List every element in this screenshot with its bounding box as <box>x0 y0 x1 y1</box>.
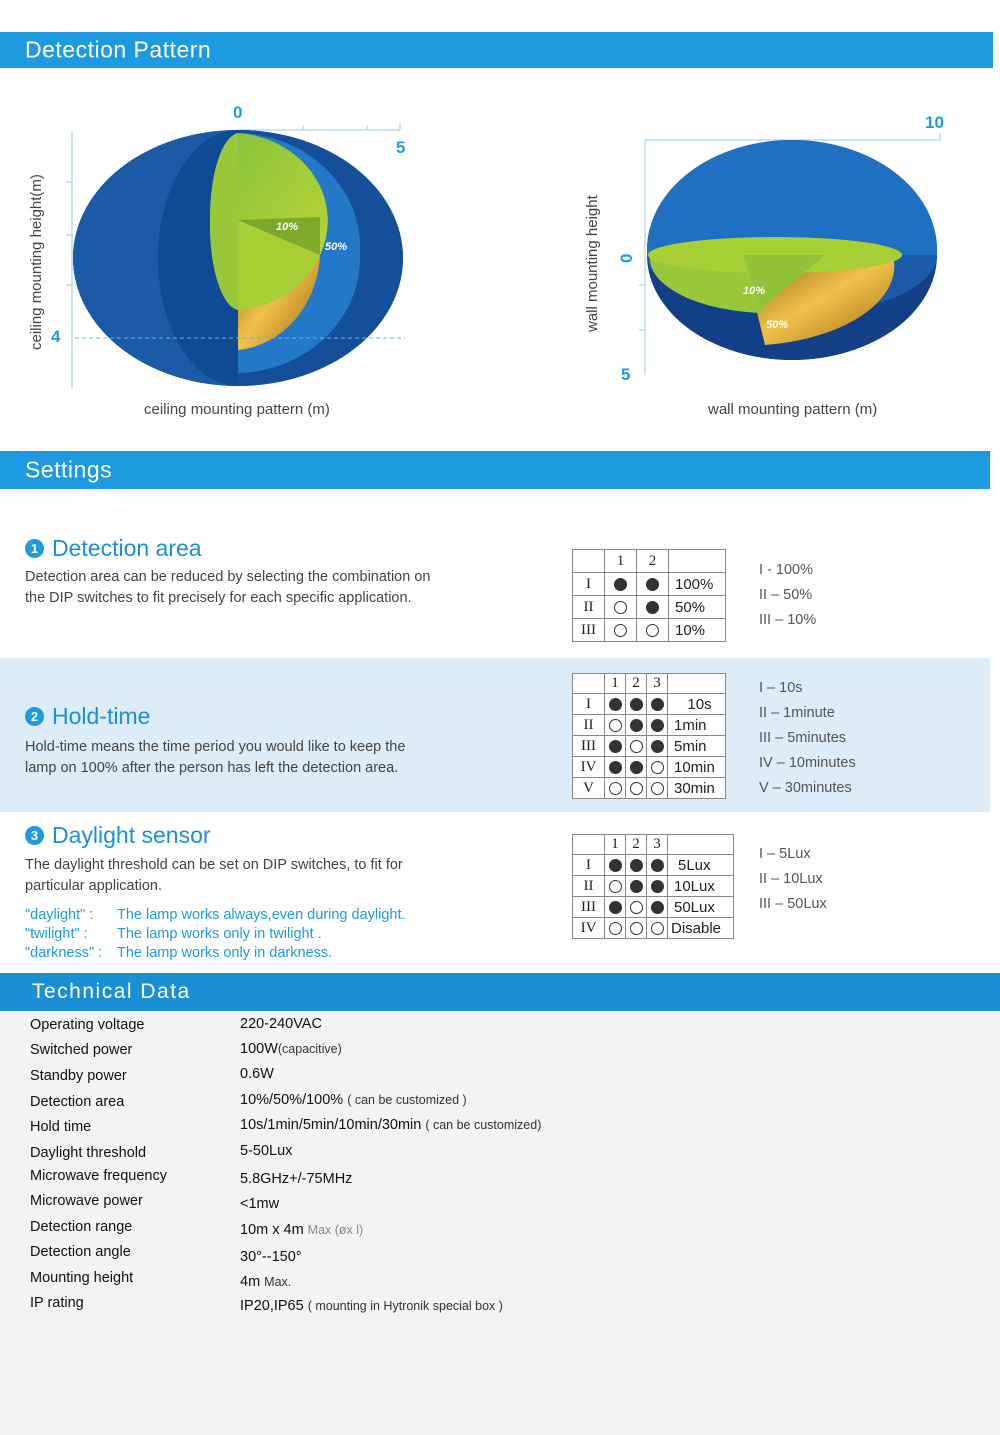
spec-label: Daylight threshold <box>30 1145 147 1161</box>
switch-on-indicator <box>630 880 643 893</box>
switch-off-indicator <box>646 624 659 637</box>
detection-pattern-header <box>0 32 993 68</box>
daylight-title: Daylight sensor <box>52 822 211 848</box>
spec-value <box>240 1092 467 1108</box>
row-id: IV <box>573 757 605 778</box>
ceiling-x-axis-label: ceiling mounting pattern (m) <box>144 401 330 418</box>
row-id: II <box>573 715 605 736</box>
legend-item: III – 10% <box>759 612 817 628</box>
switch-off-indicator <box>609 719 622 732</box>
switch-off-indicator <box>630 901 643 914</box>
section-number-badge: 1 <box>25 539 44 558</box>
switch-on-indicator <box>630 698 643 711</box>
spec-value <box>240 1196 283 1212</box>
switch-header: 3 <box>647 674 668 694</box>
darkness-mode-line <box>25 945 332 961</box>
detection-area-dip-table <box>572 549 726 642</box>
switch-cell <box>605 736 626 757</box>
switch-on-indicator <box>651 880 664 893</box>
switch-on-indicator <box>630 761 643 774</box>
switch-on-indicator <box>609 698 622 711</box>
legend-item: II – 10Lux <box>759 871 823 887</box>
switch-off-indicator <box>609 880 622 893</box>
table-row <box>573 736 726 757</box>
desc-line: Hold-time means the time period you would like to keep the <box>25 739 406 755</box>
spec-main: IP20,IP65 <box>240 1298 304 1314</box>
row-value: 30min <box>668 778 726 799</box>
switch-off-indicator <box>614 601 627 614</box>
row-id: IV <box>573 918 605 939</box>
row-value: 1min <box>668 715 726 736</box>
row-id: II <box>573 596 605 619</box>
switch-on-indicator <box>651 901 664 914</box>
ceiling-label-50: 50% <box>325 241 348 253</box>
switch-on-indicator <box>609 761 622 774</box>
row-id: III <box>573 736 605 757</box>
legend-item: V – 30minutes <box>759 780 852 796</box>
switch-cell <box>626 736 647 757</box>
row-value: Disable <box>668 918 734 939</box>
spec-main: 10%/50%/100% <box>240 1092 344 1108</box>
hold-time-dip-table <box>572 673 726 799</box>
switch-cell <box>605 855 626 876</box>
row-id: I <box>573 694 605 715</box>
daylight-heading <box>25 822 211 849</box>
switch-cell <box>647 897 668 918</box>
switch-off-indicator <box>651 761 664 774</box>
switch-cell <box>647 855 668 876</box>
switch-cell <box>626 715 647 736</box>
switch-cell <box>626 855 647 876</box>
switch-header: 3 <box>647 835 668 855</box>
desc-line: lamp on 100% after the person has left the detection area. <box>25 760 399 776</box>
legend-item: II – 50% <box>759 587 813 603</box>
spec-note: ( mounting in Hytronik special box ) <box>307 1299 503 1313</box>
switch-header: 1 <box>605 550 637 573</box>
switch-on-indicator <box>609 859 622 872</box>
switch-header: 1 <box>605 835 626 855</box>
switch-off-indicator <box>651 922 664 935</box>
spec-note: Max. <box>264 1275 292 1289</box>
switch-header: 2 <box>626 835 647 855</box>
technical-data-title: Technical Data <box>32 980 191 1003</box>
row-value: 5Lux <box>668 855 734 876</box>
detection-pattern-title: Detection Pattern <box>25 36 212 63</box>
ceiling-y-axis-label: ceiling mounting height(m) <box>28 174 45 350</box>
legend-item: III – 50Lux <box>759 896 827 912</box>
switch-cell <box>647 694 668 715</box>
corner-cell <box>573 835 605 855</box>
spec-label: Hold time <box>30 1119 92 1135</box>
table-row <box>573 855 734 876</box>
row-value: 10min <box>668 757 726 778</box>
technical-data-table <box>0 1011 1000 1435</box>
row-value: 10% <box>669 619 726 642</box>
spec-label: Mounting height <box>30 1270 134 1286</box>
switch-cell <box>626 778 647 799</box>
wall-label-10: 10% <box>743 285 766 297</box>
spec-label: Standby power <box>30 1068 127 1084</box>
wall-y-axis-label: wall mounting height <box>584 195 601 332</box>
ceiling-ellipsoid-illustration <box>20 95 440 435</box>
ceiling-diagram <box>20 95 440 435</box>
spec-label: Microwave power <box>30 1193 143 1209</box>
table-row <box>573 778 726 799</box>
desc-line: particular application. <box>25 878 163 894</box>
switch-on-indicator <box>651 740 664 753</box>
spec-note: ( can be customized) <box>425 1118 542 1132</box>
switch-cell <box>605 876 626 897</box>
desc-line: The daylight threshold can be set on DIP switches, to fit for <box>25 857 403 873</box>
spec-main: 220-240VAC <box>240 1016 322 1032</box>
mode-text: The lamp works only in twilight . <box>117 926 322 942</box>
row-id: III <box>573 897 605 918</box>
value-header <box>668 835 734 855</box>
detection-area-heading <box>25 535 202 562</box>
value-header <box>668 674 726 694</box>
switch-off-indicator <box>651 782 664 795</box>
corner-cell <box>573 674 605 694</box>
table-row <box>573 757 726 778</box>
switch-cell <box>605 757 626 778</box>
wall-tick-5: 5 <box>621 365 631 384</box>
switch-on-indicator <box>651 719 664 732</box>
switch-on-indicator <box>609 901 622 914</box>
legend-item: I – 5Lux <box>759 846 811 862</box>
spec-main: 5-50Lux <box>240 1143 293 1159</box>
detection-area-legend <box>759 558 816 633</box>
spec-value <box>240 1298 503 1314</box>
table-row <box>573 619 726 642</box>
spec-value <box>240 1171 356 1187</box>
spec-note: ( can be customized ) <box>347 1093 467 1107</box>
table-row <box>573 918 734 939</box>
wall-x-axis-label: wall mounting pattern (m) <box>708 401 878 418</box>
twilight-mode-line <box>25 926 322 942</box>
spec-note: Max (øx l) <box>307 1223 364 1237</box>
switch-on-indicator <box>646 578 659 591</box>
spec-label: Detection angle <box>30 1244 131 1260</box>
table-row <box>573 876 734 897</box>
switch-cell <box>626 757 647 778</box>
spec-main: <1mw <box>240 1196 280 1212</box>
hold-time-legend <box>759 676 856 801</box>
hold-time-heading <box>25 703 150 730</box>
legend-item: IV – 10minutes <box>759 755 856 771</box>
table-row <box>573 596 726 619</box>
wall-ellipsoid-illustration <box>575 105 975 435</box>
spec-main: 30°--150° <box>240 1249 302 1265</box>
mode-key: "twilight" : <box>25 926 88 942</box>
row-value: 10s <box>668 694 726 715</box>
switch-on-indicator <box>651 698 664 711</box>
settings-header <box>0 451 990 489</box>
switch-cell <box>647 736 668 757</box>
spec-label: Switched power <box>30 1042 133 1058</box>
switch-cell <box>626 694 647 715</box>
switch-on-indicator <box>609 740 622 753</box>
detection-area-title: Detection area <box>52 535 202 561</box>
spec-value <box>240 1249 306 1265</box>
switch-header: 1 <box>605 674 626 694</box>
mode-text: The lamp works always,even during daylight. <box>117 907 406 923</box>
row-value: 5min <box>668 736 726 757</box>
switch-on-indicator <box>614 578 627 591</box>
switch-cell <box>605 778 626 799</box>
settings-title: Settings <box>25 456 113 483</box>
wall-tick-0: 0 <box>617 253 636 263</box>
desc-line: the DIP switches to fit precisely for each specific application. <box>25 590 412 606</box>
corner-cell <box>573 550 605 573</box>
hold-time-title: Hold-time <box>52 703 151 729</box>
switch-cell <box>637 619 669 642</box>
row-id: I <box>573 573 605 596</box>
switch-on-indicator <box>630 859 643 872</box>
spec-label: Detection area <box>30 1094 125 1110</box>
detection-area-description <box>25 567 430 609</box>
mode-key: "daylight" : <box>25 907 94 923</box>
table-row <box>573 897 734 918</box>
ceiling-tick-5: 5 <box>396 138 406 157</box>
value-header <box>669 550 726 573</box>
spec-label: IP rating <box>30 1295 84 1311</box>
switch-off-indicator <box>614 624 627 637</box>
spec-main: 100W <box>240 1041 278 1057</box>
switch-cell <box>647 918 668 939</box>
switch-cell <box>647 778 668 799</box>
technical-data-header <box>0 973 1000 1011</box>
switch-cell <box>605 694 626 715</box>
spec-value <box>240 1143 296 1159</box>
switch-cell <box>626 876 647 897</box>
switch-cell <box>605 897 626 918</box>
daylight-dip-table <box>572 834 734 939</box>
daylight-legend <box>759 842 827 917</box>
row-id: II <box>573 876 605 897</box>
spec-value <box>240 1066 278 1082</box>
spec-value <box>240 1016 326 1032</box>
row-id: V <box>573 778 605 799</box>
wall-label-50: 50% <box>766 319 789 331</box>
legend-item: II – 1minute <box>759 705 835 721</box>
legend-item: III – 5minutes <box>759 730 847 746</box>
spec-main: 4m <box>240 1274 261 1290</box>
row-value: 100% <box>669 573 726 596</box>
switch-cell <box>626 897 647 918</box>
wall-tick-10: 10 <box>925 113 944 132</box>
mode-text: The lamp works only in darkness. <box>117 945 333 961</box>
ceiling-tick-4: 4 <box>51 327 61 346</box>
table-row <box>573 715 726 736</box>
switch-on-indicator <box>651 859 664 872</box>
spec-main: 10s/1min/5min/10min/30min <box>240 1117 422 1133</box>
switch-cell <box>647 757 668 778</box>
section-number-badge: 3 <box>25 826 44 845</box>
switch-off-indicator <box>630 782 643 795</box>
switch-off-indicator <box>609 782 622 795</box>
section-number-badge: 2 <box>25 707 44 726</box>
switch-cell <box>626 918 647 939</box>
switch-cell <box>647 715 668 736</box>
ceiling-tick-0: 0 <box>233 103 243 122</box>
switch-header: 2 <box>626 674 647 694</box>
switch-header: 2 <box>637 550 669 573</box>
daylight-description <box>25 855 403 897</box>
switch-cell <box>605 918 626 939</box>
legend-item: I – 10s <box>759 680 803 696</box>
row-value: 50% <box>669 596 726 619</box>
switch-cell <box>605 715 626 736</box>
switch-off-indicator <box>609 922 622 935</box>
spec-main: 10m x 4m <box>240 1222 304 1238</box>
wall-diagram <box>575 105 975 435</box>
spec-label: Detection range <box>30 1219 133 1235</box>
switch-cell <box>637 596 669 619</box>
mode-key: "darkness" : <box>25 945 103 961</box>
switch-cell <box>605 596 637 619</box>
table-row <box>573 694 726 715</box>
switch-off-indicator <box>630 922 643 935</box>
spec-value <box>240 1041 342 1057</box>
spec-label: Microwave frequency <box>30 1168 167 1184</box>
row-id: I <box>573 855 605 876</box>
switch-off-indicator <box>630 740 643 753</box>
legend-item: I - 100% <box>759 562 813 578</box>
spec-note: (capacitive) <box>277 1042 342 1056</box>
switch-cell <box>605 573 637 596</box>
switch-cell <box>605 619 637 642</box>
row-id: III <box>573 619 605 642</box>
spec-value <box>240 1222 363 1238</box>
switch-on-indicator <box>646 601 659 614</box>
desc-line: Detection area can be reduced by selecting the combination on <box>25 569 431 585</box>
switch-on-indicator <box>630 719 643 732</box>
spec-main: 0.6W <box>240 1066 274 1082</box>
daylight-mode-line <box>25 907 406 923</box>
row-value: 10Lux <box>668 876 734 897</box>
switch-cell <box>637 573 669 596</box>
spec-value <box>240 1117 541 1133</box>
hold-time-description <box>25 737 405 779</box>
table-row <box>573 573 726 596</box>
spec-main: 5.8GHz+/-75MHz <box>240 1171 353 1187</box>
switch-cell <box>647 876 668 897</box>
spec-value <box>240 1274 291 1290</box>
ceiling-label-10: 10% <box>276 221 299 233</box>
row-value: 50Lux <box>668 897 734 918</box>
spec-label: Operating voltage <box>30 1017 145 1033</box>
